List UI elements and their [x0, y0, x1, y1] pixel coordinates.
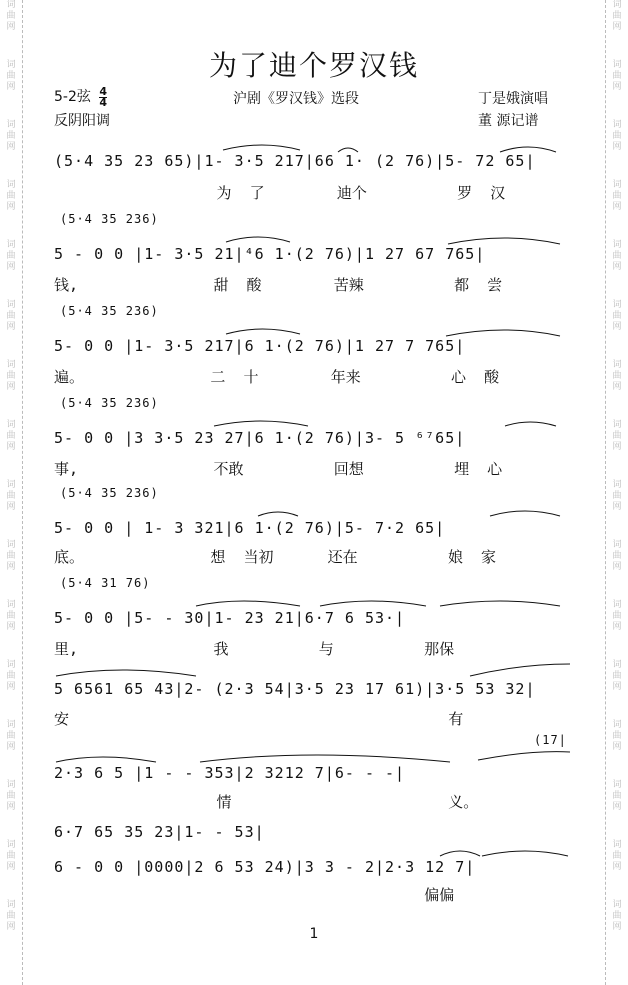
watermark-stamp: 词 曲 网: [6, 0, 16, 32]
tuning-line: [54, 86, 107, 108]
watermark-stamp: 词 曲 网: [6, 360, 16, 392]
time-signature: $\frac{4}{4}$: [99, 84, 107, 109]
notes-line: 5 6561 65 43|2- (2·3 54|3·5 23 17 61)|3·5 53 32|: [54, 680, 536, 698]
intro-line: (5·4 31 76): [60, 576, 151, 590]
watermark-stamp: 词 曲 网: [612, 660, 622, 692]
lyrics-line: 里, 我 与 那保: [54, 640, 455, 658]
watermark-stamp: 词 曲 网: [612, 840, 622, 872]
watermark-stamp: 词 曲 网: [612, 900, 622, 932]
intro-line: (5·4 35 236): [60, 396, 159, 410]
intro-line: 6·7 65 35 23|1- - 53|: [54, 823, 265, 841]
watermark-stamp: 词 曲 网: [612, 0, 622, 32]
notes-line: 6 - 0 0 |0000|2 6 53 24)|3 3 - 2|2·3 12 7|: [54, 858, 476, 876]
intro-line: (5·4 35 236): [60, 486, 159, 500]
transcriber: 董 源记谱: [478, 113, 539, 129]
page-number: 1: [309, 926, 319, 942]
watermark-stamp: 词 曲 网: [612, 360, 622, 392]
watermark-stamp: 词 曲 网: [6, 240, 16, 272]
watermark-stamp: 词 曲 网: [6, 600, 16, 632]
watermark-stamp: 词 曲 网: [612, 780, 622, 812]
watermark-stamp: 词 曲 网: [6, 420, 16, 452]
notes-line: 5 - 0 0 |1- 3·5 21|⁴6 1·(2 76)|1 27 67 765|: [54, 245, 486, 263]
song-title: 为了迪个罗汉钱: [208, 49, 419, 82]
lyrics-line: 钱, 甜 酸 苦辣 都 尝: [54, 276, 503, 294]
tuning: 5-2弦: [54, 89, 91, 105]
intro-line: (5·4 35 236): [60, 304, 159, 318]
watermark-stamp: 词 曲 网: [612, 300, 622, 332]
lyrics-line: 事, 不敢 回想 埋 心: [54, 460, 503, 478]
watermark-stamp: 词 曲 网: [6, 180, 16, 212]
watermark-stamp: 词 曲 网: [6, 660, 16, 692]
watermark-stamp: 词 曲 网: [612, 480, 622, 512]
watermark-stamp: 词 曲 网: [612, 120, 622, 152]
watermark-stamp: 词 曲 网: [612, 240, 622, 272]
watermark-stamp: 词 曲 网: [6, 300, 16, 332]
source: 沪剧《罗汉钱》选段: [233, 91, 359, 107]
watermark-stamp: 词 曲 网: [6, 720, 16, 752]
watermark-stamp: 词 曲 网: [612, 540, 622, 572]
watermark-stamp: 词 曲 网: [612, 180, 622, 212]
notes-line: 5- 0 0 | 1- 3 321|6 1·(2 76)|5- 7·2 65|: [54, 519, 446, 537]
notes-line: 5- 0 0 |3 3·5 23 27|6 1·(2 76)|3- 5 ⁶⁷65|: [54, 429, 466, 447]
watermark-stamp: 词 曲 网: [6, 480, 16, 512]
notes-line: 5- 0 0 |1- 3·5 217|6 1·(2 76)|1 27 7 765|: [54, 337, 466, 355]
watermark-stamp: 词 曲 网: [6, 780, 16, 812]
watermark-stamp: 词 曲 网: [6, 900, 16, 932]
lyrics-line: 情 义。: [54, 793, 479, 811]
intro-line: (5·4 35 236): [60, 212, 159, 226]
notes-line: 2·3 6 5 |1 - - 353|2 3212 7|6- - -|: [54, 764, 406, 782]
singer: 丁是娥演唱: [478, 91, 548, 107]
notes-line: 5- 0 0 |5- - 30|1- 23 21|6·7 6 53·|: [54, 609, 406, 627]
mode: 反阴阳调: [54, 113, 110, 129]
watermark-stamp: 词 曲 网: [612, 420, 622, 452]
watermark-stamp: 词 曲 网: [6, 120, 16, 152]
lyrics-line: 为 了 迪个 罗 汉: [54, 184, 506, 202]
intro-line: (17|: [534, 733, 567, 747]
watermark-stamp: 词 曲 网: [6, 840, 16, 872]
watermark-stamp: 词 曲 网: [6, 540, 16, 572]
lyrics-line: 偏偏: [54, 886, 455, 904]
watermark-stamp: 词 曲 网: [612, 600, 622, 632]
lyrics-line: 底。 想 当初 还在 娘 家: [54, 548, 497, 566]
watermark-stamp: 词 曲 网: [612, 720, 622, 752]
notes-line: (5·4 35 23 65)|1- 3·5 217|66 1· (2 76)|5- 72 65|: [54, 152, 536, 170]
watermark-stamp: 词 曲 网: [612, 60, 622, 92]
lyrics-line: 遍。 二 十 年来 心 酸: [54, 368, 500, 386]
watermark-stamp: 词 曲 网: [6, 60, 16, 92]
lyrics-line: 安 有: [54, 710, 464, 728]
